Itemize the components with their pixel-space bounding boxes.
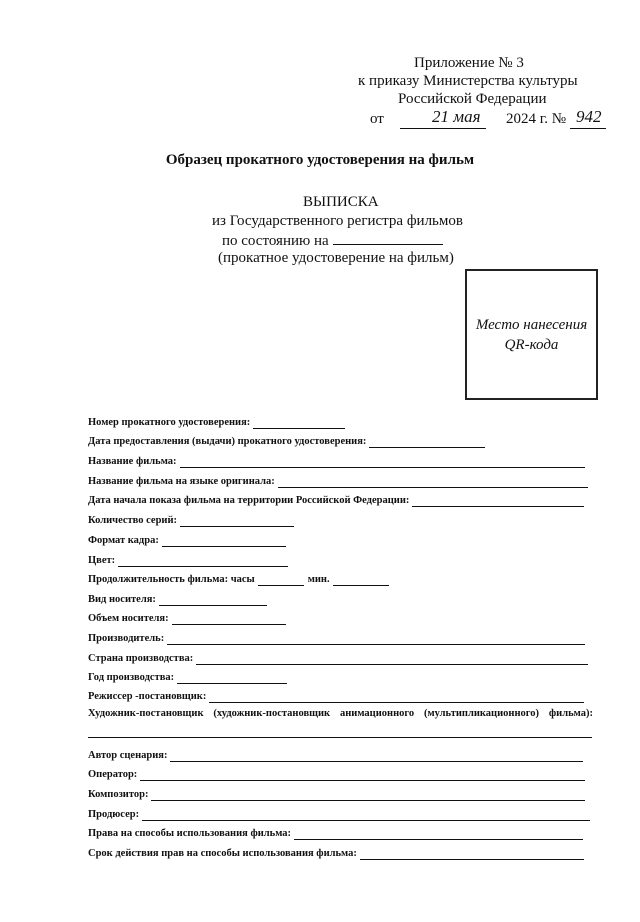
document-title: Образец прокатного удостоверения на фильм <box>165 152 475 168</box>
handwritten-number: 942 <box>576 107 602 126</box>
field-media-volume: Объем носителя: <box>88 611 286 625</box>
field-usage-rights: Права на способы использования фильма: <box>88 826 583 840</box>
issue-date-blank[interactable] <box>369 437 485 448</box>
premiere-date-blank[interactable] <box>412 496 584 507</box>
extract-subheading: из Государственного регистра фильмов <box>212 213 463 229</box>
field-producer-company: Производитель: <box>88 631 585 645</box>
qr-code-placeholder <box>465 269 598 400</box>
certificate-number-blank[interactable] <box>253 418 345 429</box>
composer-blank[interactable] <box>151 790 585 801</box>
appendix-date-line <box>370 107 610 132</box>
field-film-title-original: Название фильма на языке оригинала: <box>88 474 588 488</box>
from-label: от <box>370 111 384 127</box>
appendix-order-ref: к приказу Министерства культуры <box>358 73 578 89</box>
qr-line2: QR-кода <box>504 336 559 353</box>
screenwriter-blank[interactable] <box>170 751 583 762</box>
field-certificate-number: Номер прокатного удостоверения: <box>88 415 345 429</box>
appendix-federation: Российской Федерации <box>398 91 547 107</box>
media-type-blank[interactable] <box>159 595 267 606</box>
field-producer: Продюсер: <box>88 807 590 821</box>
state-date-blank[interactable] <box>333 231 443 245</box>
duration-hours-blank[interactable] <box>258 575 304 586</box>
field-year: Год производства: <box>88 670 287 684</box>
field-art-director-label: Художник-постановщик (художник-постановщик анимационного (мультипликационного) фильма): <box>88 708 593 719</box>
field-director: Режиссер -постановщик: <box>88 689 584 703</box>
country-blank[interactable] <box>196 654 588 665</box>
state-as-of: по состоянию на <box>222 231 443 250</box>
frame-format-blank[interactable] <box>162 536 286 547</box>
year-blank[interactable] <box>177 673 287 684</box>
field-film-title: Название фильма: <box>88 454 585 468</box>
field-duration: Продолжительность фильма: часы мин. <box>88 572 389 586</box>
certificate-parenthetical: (прокатное удостоверение на фильм) <box>218 250 454 266</box>
usage-rights-blank[interactable] <box>294 829 583 840</box>
field-frame-format: Формат кадра: <box>88 533 286 547</box>
producer-blank[interactable] <box>142 810 590 821</box>
number-underline <box>570 128 606 129</box>
art-director-blank[interactable] <box>88 737 592 738</box>
handwritten-date: 21 мая <box>432 107 481 126</box>
field-issue-date: Дата предоставления (выдачи) прокатного удостоверения: <box>88 434 485 448</box>
appendix-number: Приложение № 3 <box>414 55 524 71</box>
field-color: Цвет: <box>88 553 288 567</box>
field-screenwriter: Автор сценария: <box>88 748 583 762</box>
producer-company-blank[interactable] <box>167 634 585 645</box>
rights-term-blank[interactable] <box>360 849 584 860</box>
film-title-blank[interactable] <box>180 457 585 468</box>
field-country: Страна производства: <box>88 651 588 665</box>
film-title-original-blank[interactable] <box>278 477 588 488</box>
field-composer: Композитор: <box>88 787 585 801</box>
color-blank[interactable] <box>118 556 288 567</box>
field-episodes: Количество серий: <box>88 513 294 527</box>
operator-blank[interactable] <box>140 770 585 781</box>
director-blank[interactable] <box>209 692 584 703</box>
year-label: 2024 г. № <box>506 111 567 127</box>
duration-minutes-blank[interactable] <box>333 575 389 586</box>
qr-line1: Место нанесения <box>475 316 588 333</box>
field-premiere-date: Дата начала показа фильма на территории Российской Федерации: <box>88 493 584 507</box>
extract-heading: ВЫПИСКА <box>303 194 379 210</box>
field-media-type: Вид носителя: <box>88 592 267 606</box>
media-volume-blank[interactable] <box>172 614 286 625</box>
field-operator: Оператор: <box>88 767 585 781</box>
episodes-blank[interactable] <box>180 516 294 527</box>
field-rights-term: Срок действия прав на способы использования фильма: <box>88 846 584 860</box>
date-underline <box>400 128 486 129</box>
